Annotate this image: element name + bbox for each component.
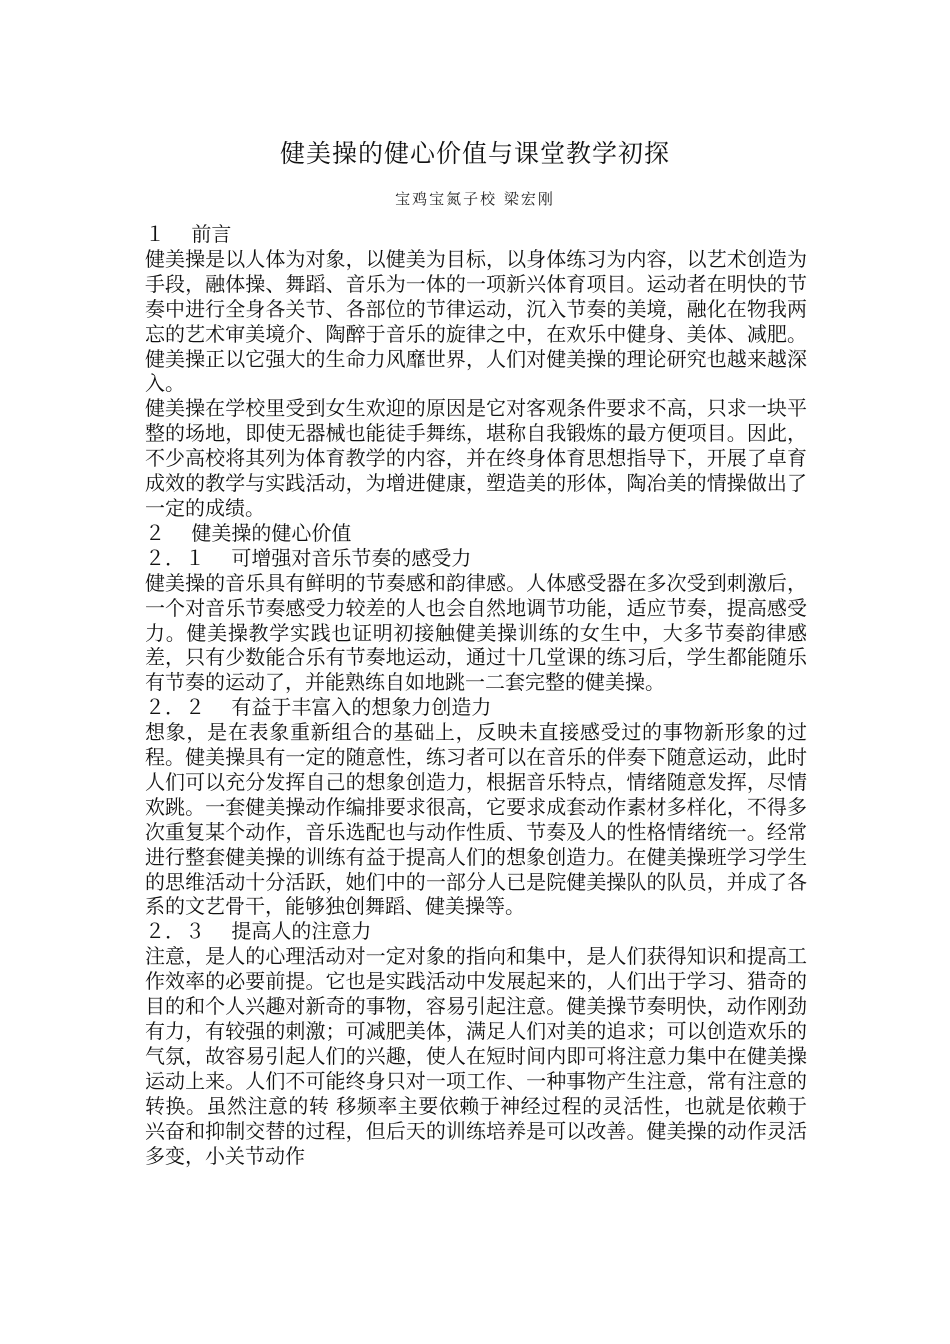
section-heading-2-2: ２．２ 有益于丰富入的想象力创造力: [145, 695, 492, 720]
paragraph: 健美操是以人体为对象，以健美为目标，以身体练习为内容，以艺术创造为手段，融体操、舞蹈、音乐为一体的一项新兴体育项目。运动者在明快的节奏中进行全身各关节、各部位的节律运动，沉入节奏的美境，融化在物我两忘的艺术审美境介、陶醉于音乐的旋律之中，在欢乐中健身、美体、减肥。健美操正以它强大的生命力风靡世界，人们对健美操的理论研究也越来越深入。: [145, 246, 807, 396]
document-title: 健美操的健心价值与课堂教学初探: [279, 139, 670, 168]
paragraph: 健美操在学校里受到女生欢迎的原因是它对客观条件要求不高，只求一块平整的场地，即使无器械也能徒手舞练，堪称自我锻炼的最方便项目。因此，不少高校将其列为体育教学的内容，并在终身体育思想指导下，开展了卓育成效的教学与实践活动，为增进健康，塑造美的形体，陶冶美的情操做出了一定的成绩。: [145, 396, 807, 520]
section-heading-intro: １ 前言: [145, 222, 232, 246]
section-heading-2-1: ２．１ 可增强对音乐节奏的感受力: [145, 545, 472, 570]
paragraph: 想象，是在表象重新组合的基础上，反映未直接感受过的事物新形象的过程。健美操具有一定的随意性，练习者可以在音乐的伴奏下随意运动，此时人们可以充分发挥自己的想象创造力，根据音乐特点，情绪随意发挥，尽情欢跳。一套健美操动作编排要求很高，它要求成套动作素材多样化，不得多次重复某个动作，音乐选配也与动作性质、节奏及人的性格情绪统一。经常进行整套健美操的训练有益于提高人们的想象创造力。在健美操班学习学生的思维活动十分活跃，她们中的一部分人已是院健美操队的队员，并成了各系的文艺骨干，能够独创舞蹈、健美操等。: [145, 720, 807, 919]
paragraph: 注意，是人的心理活动对一定对象的指向和集中，是人们获得知识和提高工作效率的必要前提。它也是实践活动中发展起来的，人们出于学习、猎奇的目的和个人兴趣对新奇的事物，容易引起注意。健美操节奏明快，动作刚劲有力，有较强的刺激；可减肥美体，满足人们对美的追求；可以创造欢乐的气氛，故容易引起人们的兴趣，使人在短时间内即可将注意力集中在健美操运动上来。人们不可能终身只对一项工作、一种事物产生注意，常有注意的转换。虽然注意的转 移频率主要依赖于神经过程的灵活性，也就是依赖于兴奋和抑制交替的过程，但后天的训练培养是可以改善。健美操的动作灵活多变，小关节动作: [145, 944, 807, 1168]
document-body: [145, 222, 807, 1168]
paragraph: 健美操的音乐具有鲜明的节奏感和韵律感。人体感受器在多次受到刺激后，一个对音乐节奏感受力较差的人也会自然地调节功能，适应节奏，提高感受力。健美操教学实践也证明初接触健美操训练的女生中，大多节奏韵律感差，只有少数能合乐有节奏地运动，通过十几堂课的练习后，学生都能随乐有节奏的运动了，并能熟练自如地跳一二套完整的健美操。: [145, 570, 807, 695]
author-line: 宝鸡宝氮子校 梁宏刚: [395, 190, 555, 208]
section-heading-2-3: ２．３ 提高人的注意力: [145, 919, 372, 944]
section-heading-value: ２ 健美操的健心价值: [145, 520, 352, 545]
